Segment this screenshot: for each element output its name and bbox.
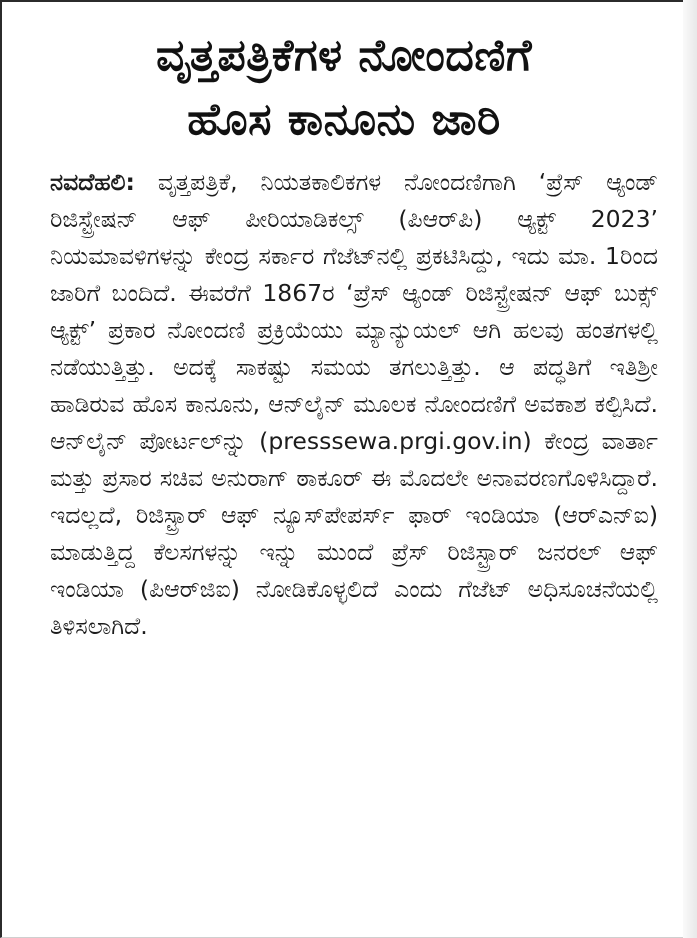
article-body: [50, 164, 658, 645]
headline-line-1: ವೃತ್ತಪತ್ರಿಕೆಗಳ ನೋಂದಣಿಗೆ: [155, 30, 532, 81]
article-body-text: ವೃತ್ತಪತ್ರಿಕೆ, ನಿಯತಕಾಲಿಕಗಳ ನೋಂದಣಿಗಾಗಿ ‘ಪ್ರೆಸ್ ಆ್ಯಂಡ್ ರಿಜಿಸ್ಟ್ರೇಷನ್ ಆಫ್ ಪೀರಿಯಾಡಿಕಲ್ಸ್ (ಪಿಆರ್‌ಪಿ) ಆ್ಯಕ್ಟ್ 2023’ ನಿಯಮಾವಳಿಗಳನ್ನು ಕೇಂದ್ರ ಸರ್ಕಾರ ಗೆಜೆಟ್‌ನಲ್ಲಿ ಪ್ರಕಟಿಸಿದ್ದು, ಇದು ಮಾ. 1ರಿಂದ ಜಾರಿಗೆ ಬಂದಿದೆ. ಈವರೆಗೆ 1867ರ ‘ಪ್ರೆಸ್ ಆ್ಯಂಡ್ ರಿಜಿಸ್ಟ್ರೇಷನ್ ಆಫ್ ಬುಕ್ಸ್ ಆ್ಯಕ್ಟ್’ ಪ್ರಕಾರ ನೋಂದಣಿ ಪ್ರಕ್ರಿಯೆಯು ಮ್ಯಾನ್ಯುಯಲ್ ಆಗಿ ಹಲವು ಹಂತಗಳಲ್ಲಿ ನಡೆಯುತ್ತಿತ್ತು. ಅದಕ್ಕೆ ಸಾಕಷ್ಟು ಸಮಯ ತಗಲುತ್ತಿತ್ತು. ಆ ಪದ್ಧತಿಗೆ ಇತಿಶ್ರೀ ಹಾಡಿರುವ ಹೊಸ ಕಾನೂನು, ಆನ್‌ಲೈನ್ ಮೂಲಕ ನೋಂದಣಿಗೆ ಅವಕಾಶ ಕಲ್ಪಿಸಿದೆ. ಆನ್‌ಲೈನ್ ಪೋರ್ಟಲ್‌ನ್ನು (presssewa.prgi.gov.in) ಕೇಂದ್ರ ವಾರ್ತಾ ಮತ್ತು ಪ್ರಸಾರ ಸಚಿವ ಅನುರಾಗ್ ಠಾಕೂರ್ ಈ ಮೊದಲೇ ಅನಾವರಣಗೊಳಿಸಿದ್ದಾರೆ. ಇದಲ್ಲದೆ, ರಿಜಿಸ್ಟ್ರಾರ್ ಆಫ್ ನ್ಯೂಸ್‌ಪೇಪರ್ಸ್ ಫಾರ್ ಇಂಡಿಯಾ (ಆರ್‌ಎನ್‌ಐ) ಮಾಡುತ್ತಿದ್ದ ಕೆಲಸಗಳನ್ನು ಇನ್ನು ಮುಂದೆ ಪ್ರೆಸ್ ರಿಜಿಸ್ಟ್ರಾರ್ ಜನರಲ್ ಆಫ್ ಇಂಡಿಯಾ (ಪಿಆರ್‌ಜಿಐ) ನೋಡಿಕೊಳ್ಳಲಿದೆ ಎಂದು ಗೆಜೆಟ್ ಅಧಿಸೂಚನೆಯಲ್ಲಿ ತಿಳಿಸಲಾಗಿದೆ.: [50, 168, 658, 640]
headline: [24, 24, 664, 152]
page-edge-shadow: [683, 0, 697, 938]
headline-line-2: ಹೊಸ ಕಾನೂನು ಜಾರಿ: [187, 94, 501, 145]
dateline: ನವದೆಹಲಿ:: [50, 168, 135, 196]
